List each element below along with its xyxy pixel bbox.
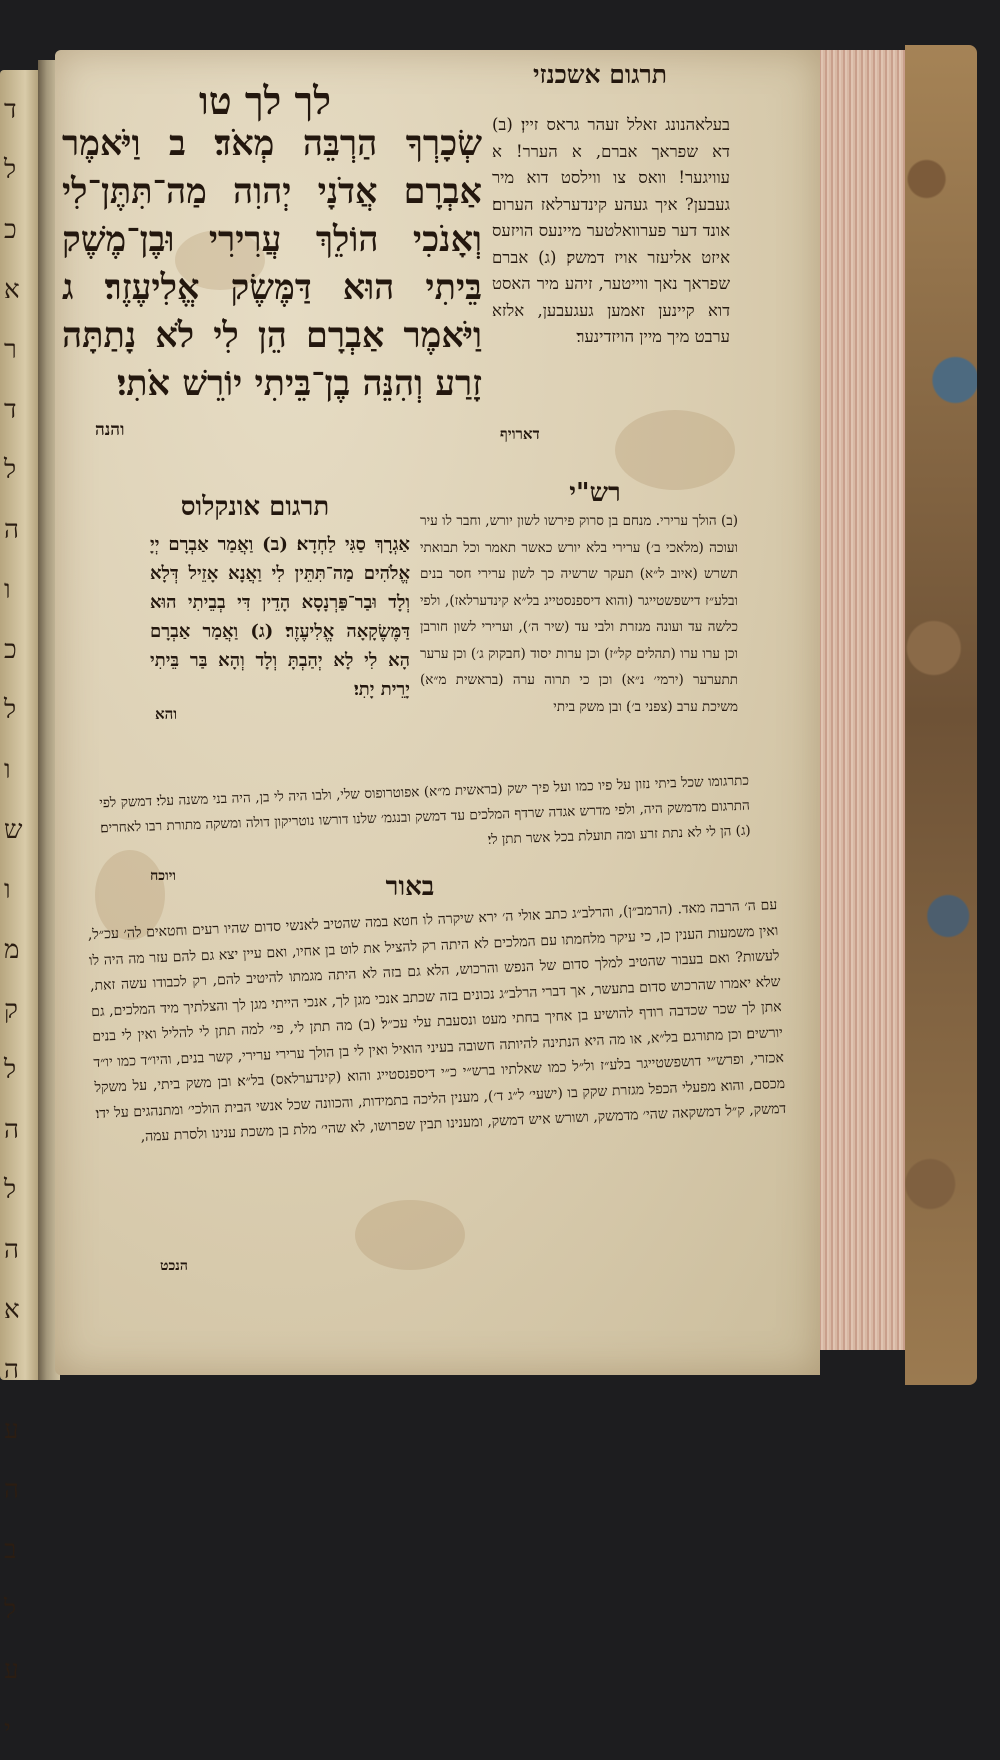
facing-page-letter: י [4,1715,11,1745]
rashi-title: רש"י [569,478,621,508]
facing-page-letter: מ [4,935,20,965]
verse-catchword: והנה [95,420,125,440]
facing-page-letter: ה [4,1115,19,1145]
onkelos-catchword: והא [155,705,178,723]
running-header-targum-ashkenazi: תרגום אשכנזי [532,60,668,89]
facing-page-letter: ו [4,575,11,605]
facing-page-letter: ה [4,1355,19,1385]
facing-page-letter: ר [4,335,17,365]
facing-page-letter: כ [4,215,17,245]
facing-page-letter: ע [4,1655,19,1685]
rashi-commentary-text: (ב) הולך ערירי. מנחם בן סרוק פירשו לשון יורש, וחבר לו עיר ועוכה (מלאכי ב׳) ערירי בלא יורש כאשר תאמר וכל תבואתי תשרש (איוב ל״א) תעקר שרשיה כך לשון ערירי חסר בנים ובלע״ז דישפשטייגר (והוא דיספנסטייג בל״א קינדערלאז), ולפי כלשה עד ועונה מגזרת ולבי עד (שיר ה׳), וערירי לשון חורבן וכן ערו ערו (תהלים קל״ז) וכן ערות יסוד (חבקוק ג׳) וכן ערער תתערער (ירמי׳ נ״א) וכן כי תרוה ערה (בראשית מ״א) משיכת ערב (צפני ב׳)׃ ובן משק ביתי [420,513,738,715]
facing-page-letter: ד [4,95,17,125]
facing-page-letter: ק [4,995,18,1025]
facing-page-letter: ה [4,1475,19,1505]
facing-page-letter: ע [4,1415,19,1445]
facing-page-letter: ל [4,455,17,485]
facing-page-letter: ל [4,1055,17,1085]
biur-catchword: הנכט [160,1258,188,1274]
facing-page-letter: א [4,275,20,305]
facing-page-letter: כ [4,635,17,665]
hebrew-verse-text: שְׂכָרְךָ הַרְבֵּה מְאֹד׃ ב וַיֹּאמֶר אַבְרָם אֲדֹנָי יְהוִה מַה־תִּתֶּן־לִי וְאָנֹכִי הוֹלֵךְ עֲרִירִי וּבֶן־מֶשֶׁק בֵּיתִי הוּא דַּמֶּשֶׂק אֱלִיעֶזֶר׃ ג וַיֹּאמֶר אַבְרָם הֵן לִי לֹא נָתַתָּה זָרַע וְהִנֵּה בֶן־בֵּיתִי יוֹרֵשׁ אֹתִי׃ [62,123,482,404]
running-header-parsha-chapter: לך לך טו [198,78,332,123]
facing-page-letter: ל [4,1175,17,1205]
rashi-commentary-continuation: כתרגומו שכל ביתי נזון על פיו כמו ועל פיך ישק (בראשית מ״א) אפוטרופוס שלי, ולבו היה לי בן, היה בני משנה עלי׃ דמשק לפי התרגום מדמשק היה, ולפי מדרש אגדה שרדף המלכים עד דמשק ובנגמ׳ שלנו דורשו נוטריקון דולה ומשקה מתורת רבו לאחרים׃ (ג) הן לי לא נתת זרע ומה תועלת בכל אשר תתן לי׃ [99,772,751,848]
biur-commentary-text: עם ה׳ הרבה מאד. (הרמב״ן), והרלב״ג כתב אולי ה׳ ירא שיקרה לו חטא במה שהטיב לאנשי סדום שהיו רעים וחטאים לה׳ עכ״ל, ואין משמעות הענין כן, כי עיקר מלחמתו עם המלכים לא היתה רק להציל את לוט בן אחיו, ואם עיין יצא גם להם עזר מה היה לו לעשות? ואם בעבור שהטיב למלך סדום של הנפש והרכוש, הלא גם בזה לא היתה מגמתו להיטיב להם, רק לכבודו עשה זאת, שלא יאמרו שהרכוש סדום בתעשר, אך דברי הרלב״ג נכונים בזה שכתב אנכי מגן לך, אנכי הייתי מגן לך והצלתיך מיד המלכים, גם אתן לך שכר שכדבה רודף להושיע בן אחיך בחתי מעט ונסעבת עלי עכ״ל׃ (ב) מה תתן לי, פי׳ למה תתן לי להליל ואין לי בנים יורשים׃ וכן מתורגם בל״א, או מה היא הנתינה להיותה חשובה בעיני הואיל ואין לי בן הולך ערירי ערירי, קשר בנים, והיו״ד כמו יו״ד אכזרי, ופרש״י דושפשטייגר בלע״ז ול״ל כמו שאלתיו ברש״י כ״י דיספנסטייג והוא (קינדערלאס) בל״א׃ ובן משק ביתי, על משקל מכסם, והוא מפעלי הכפל מגזרת שקק בו (ישעי׳ ל״ג ד׳), מענין הליכה בתמידות, והכוונה שכל אנשי הבית הולכי׳ ומתנהגים על ידו׃ דמשק, ק״ל דמשקאה שהי׳ מדמשק, ושורש איש דמשק, ומענינו תבין שפרושו, לא שהי׳ מלת בן משכת ענינו ולסרת עמה, [87,897,787,1146]
facing-page-letter: ל [4,155,17,185]
facing-page-letter: ה [4,1235,19,1265]
marbled-cover-edge [905,45,977,1385]
onkelos-title: תרגום אונקלוס [180,492,330,522]
yiddish-translation-text: בעלאהנונג זאלל זעהר גראס זיין׃ (ב) דא שפראך אברם, א הערר! א עוויגער! וואס צו ווילסט דוא מיר געבען? איך געהע קינדערלאז הערום׃ אונד דער פערוואלטער מיינעס הויזעס איזט אליעזר אויז דמשק׃ (ג) אברם שפראך נאך ווייטער, זיהע מיר האסט דוא קיינען זאמען געגעבען, אלזא ערבט מיך מיין הויזדינער׃ [492,115,730,346]
facing-page-letter: ב [4,1535,17,1565]
facing-page-letter: ה [4,515,19,545]
facing-page-text-fragments [0,80,40,1745]
onkelos-translation-text: אַגְרָךְ סַגִּי לַחְדָא׃ (ב) וַאֲמַר אַבְרָם יְיָ אֱלֹהִים מַה־תִּתֵּין לִי וַאֲנָא אָזֵיל דְּלָא וְלָד וּבַר־פַּרְנָסָא הָדֵין דִּי בְבֵיתִי הוּא דַּמֶּשֶׂקָאָה אֱלִיעֶזֶר׃ (ג) וַאֲמַר אַבְרָם הָא לִי לָא יְהַבְתָּ וְלָד וְהָא בַּר בֵּיתִי יָרֵית יָתִי׃ [150,534,410,700]
facing-page-letter: ו [4,875,11,905]
biur-title: באור [385,872,435,902]
facing-page-letter: ל [4,695,17,725]
facing-page-letter: א [4,1295,20,1325]
facing-page-letter: ש [4,815,23,845]
facing-page-letter: ו [4,755,11,785]
facing-page-letter: ד [4,395,17,425]
yiddish-catchword: דארויף [500,425,540,443]
facing-page-letter: ל [4,1595,17,1625]
rashi-catchword: ויוכח [150,868,176,884]
